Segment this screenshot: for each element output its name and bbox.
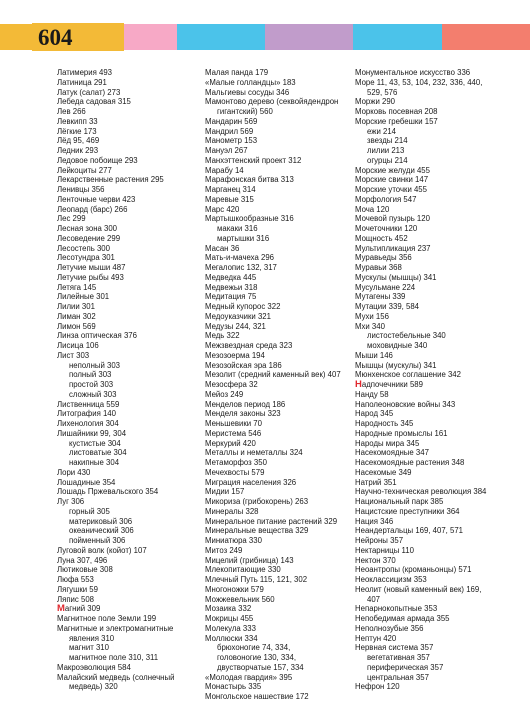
index-entry: Летучие мыши 487 <box>57 263 126 272</box>
entry-text: медведь) 320 <box>69 682 118 692</box>
index-entry: Миграция населения 326 <box>205 477 297 487</box>
index-entry: Мозаика 332 <box>205 604 252 614</box>
color-segment <box>353 24 441 50</box>
entry-text: агний 309 <box>64 604 101 614</box>
index-entry: Митоз 249 <box>205 545 243 555</box>
index-entry: Менделя законы 323 <box>205 409 281 419</box>
entry-text: неполный 303 <box>69 360 121 370</box>
index-subentry <box>57 380 205 390</box>
entry-text: двустворчатые 157, 334 <box>217 662 304 672</box>
section-letter: М <box>57 603 65 615</box>
index-subentry <box>355 341 515 351</box>
index-subentry <box>205 643 355 653</box>
index-entry: Нектон 370 <box>355 555 396 565</box>
index-entry: Лисица 106 <box>57 341 99 350</box>
index-subentry <box>355 156 515 166</box>
index-entry: Научно-техническая революция 384 <box>355 487 487 497</box>
index-entry: Мануэл 267 <box>205 146 248 155</box>
index-entry: Лейкоциты 277 <box>57 165 112 175</box>
index-entry: Металлы и неметаллы 324 <box>205 448 303 458</box>
color-segment <box>177 24 265 50</box>
entry-text: горный 305 <box>69 506 110 516</box>
index-entry: Лори 430 <box>57 467 91 477</box>
index-subentry <box>205 653 355 663</box>
index-entry: Медоуказчики 321 <box>205 311 271 321</box>
index-subentry <box>57 526 205 536</box>
index-entry: Неоантропы (кроманьонцы) 571 <box>355 565 472 575</box>
index-subentry <box>205 224 355 234</box>
index-subentry <box>205 107 355 117</box>
index-entry: Лягушки 59 <box>57 584 98 594</box>
index-entry: Магнитные и электромагнитные <box>57 623 174 633</box>
index-entry: Лесотундра 301 <box>57 253 115 263</box>
entry-text: мартышки 316 <box>217 233 270 243</box>
index-entry: Мандарин 569 <box>205 116 258 126</box>
index-entry: Медь 322 <box>205 331 240 341</box>
index-entry: Ленточные черви 423 <box>57 194 136 204</box>
index-entry: Муравьеды 356 <box>355 253 412 263</box>
index-entry: Мейоз 249 <box>205 389 244 399</box>
index-entry: Мышцы (мускулы) 341 <box>355 360 437 370</box>
entry-text: магнитное поле 310, 311 <box>69 653 159 662</box>
index-entry: Морковь посевная 208 <box>355 107 438 116</box>
index-entry: Нервная система 357 <box>355 643 434 653</box>
index-entry: Меркурий 420 <box>205 438 256 448</box>
index-entry: Латимерия 493 <box>57 68 112 77</box>
index-column-3 <box>355 68 515 702</box>
index-entry: Моржи 290 <box>355 97 396 107</box>
index-entry: Лесная зона 300 <box>57 224 118 233</box>
index-entry: Марафонская битва 313 <box>205 175 294 185</box>
index-subentry <box>205 663 355 673</box>
index-entry: Мальгиевы сосуды 346 <box>205 87 290 97</box>
index-column-1 <box>57 68 205 702</box>
index-entry: Мухи 156 <box>355 311 389 321</box>
entry-text: пойменный 306 <box>69 536 126 545</box>
index-entry: Медный купорос 322 <box>205 302 281 311</box>
index-entry: Линза оптическая 376 <box>57 331 137 341</box>
index-entry: Лилейные 301 <box>57 292 110 302</box>
entry-text: магнит 310 <box>69 643 109 653</box>
index-entry: Микориза (грибокорень) 263 <box>205 497 309 506</box>
index-subentry <box>57 682 205 692</box>
index-entry: Мать-и-мачеха 296 <box>205 253 275 263</box>
index-entry: Мегалопис 132, 317 <box>205 263 277 272</box>
entry-text: листостебельные 340 <box>367 331 446 341</box>
index-entry: Мочеточники 120 <box>355 224 418 233</box>
index-subentry <box>355 146 515 156</box>
index-entry: Моча 120 <box>355 204 390 214</box>
index-entry: «Малые голландцы» 183 <box>205 77 296 87</box>
index-subentry <box>57 507 205 517</box>
index-entry: Лилии 301 <box>57 302 95 311</box>
index-entry: Монгольское нашествие 172 <box>205 692 309 701</box>
index-entry: Минеральные вещества 329 <box>205 526 309 536</box>
index-entry: Нептун 420 <box>355 633 397 643</box>
index-entry: Мидии 157 <box>205 487 245 497</box>
index-entry: Народные промыслы 161 <box>355 428 448 438</box>
index-entry: Можжевельник 560 <box>205 594 275 604</box>
index-entry: Менделов период 186 <box>205 399 286 409</box>
index-column-2 <box>205 68 355 702</box>
index-entry: Люфа 553 <box>57 575 94 584</box>
index-subentry <box>355 331 515 341</box>
index-entry: Межзвездная среда 323 <box>205 341 293 350</box>
entry-text: простой 303 <box>69 380 114 389</box>
page-number: 604 <box>32 23 124 51</box>
index-entry: Левкипп 33 <box>57 116 98 126</box>
entry-text: 407 <box>367 594 381 604</box>
entry-text: 529, 576 <box>367 87 398 97</box>
index-entry: Макроэволюция 584 <box>57 662 131 672</box>
entry-text: огурцы 214 <box>367 155 408 165</box>
index-entry: Народность 345 <box>355 419 414 428</box>
index-entry: Минералы 328 <box>205 506 259 516</box>
entry-text: звезды 214 <box>367 136 408 146</box>
index-entry: Лихенология 304 <box>57 419 119 428</box>
index-entry: Лесоведение 299 <box>57 233 121 243</box>
index-entry: Меристема 546 <box>205 428 262 438</box>
index-entry: Летучие рыбы 493 <box>57 272 124 282</box>
index-entry: Мокрицы 455 <box>205 614 254 623</box>
index-entry: Лебеда садовая 315 <box>57 97 131 107</box>
index-entry: Лёгкие 173 <box>57 126 97 136</box>
index-entry: Молекула 333 <box>205 623 256 633</box>
index-entry: Монументальное искусство 336 <box>355 68 471 77</box>
index-subentry <box>57 634 205 644</box>
index-entry: Мандрил 569 <box>205 126 254 136</box>
index-entry: Меньшевики 70 <box>205 419 262 428</box>
index-subentry <box>57 458 205 468</box>
index-entry: Лютиковые 308 <box>57 565 113 575</box>
entry-text: вегетативная 357 <box>367 653 430 662</box>
index-subentry <box>355 88 515 98</box>
index-entry: Метаморфоз 350 <box>205 458 267 467</box>
entry-text: головоногие 130, 334, <box>217 653 297 662</box>
index-entry: «Молодая гвардия» 395 <box>205 672 293 682</box>
index-subentry <box>205 234 355 244</box>
index-entry: Лев 266 <box>57 107 86 116</box>
index-entry: Литография 140 <box>57 409 116 419</box>
entry-text: накипные 304 <box>69 458 120 467</box>
index-entry: Муравьи 368 <box>355 263 402 272</box>
index-entry: Непобедимая армада 355 <box>355 614 450 623</box>
index-subentry <box>355 136 515 146</box>
index-entry: Морфология 547 <box>355 194 417 204</box>
index-entry: Мюнхенское соглашение 342 <box>355 370 461 380</box>
index-subentry <box>57 390 205 400</box>
index-entry: Лёд 95, 469 <box>57 136 100 146</box>
index-entry: Море 11, 43, 53, 104, 232, 336, 440, <box>355 77 483 87</box>
index-entry: Млечный Путь 115, 121, 302 <box>205 575 308 584</box>
index-entry: Неандертальцы 169, 407, 571 <box>355 526 464 536</box>
index-entry: Мускулы (мышцы) 341 <box>355 272 437 282</box>
entry-text: периферическая 357 <box>367 662 444 672</box>
index-entry: Лист 303 <box>57 350 90 360</box>
index-entry: Лошадиные 354 <box>57 477 116 487</box>
index-entry: Манометр 153 <box>205 136 258 146</box>
index-entry: Ляпис 508 <box>57 594 94 604</box>
index-entry: Латук (салат) 273 <box>57 87 121 97</box>
index-entry: Мощность 452 <box>355 233 408 243</box>
index-entry: Мечехвосты 579 <box>205 467 265 477</box>
index-entry: Минеральное питание растений 329 <box>205 516 338 526</box>
index-entry: Натрий 351 <box>355 477 397 487</box>
index-entry: Марс 420 <box>205 204 240 214</box>
index-entry: Лесостепь 300 <box>57 243 110 253</box>
index-entry: Латиница 291 <box>57 77 107 87</box>
index-subentry <box>355 673 515 683</box>
index-subentry <box>57 439 205 449</box>
index-entry: Мезозоерма 194 <box>205 350 265 360</box>
index-entry: Морские желуди 455 <box>355 165 430 175</box>
entry-text: листоватые 304 <box>69 448 127 458</box>
index-columns <box>57 68 517 702</box>
index-entry: Масан 36 <box>205 243 240 253</box>
index-entry: Лекарственные растения 295 <box>57 175 164 185</box>
index-entry: Марабу 14 <box>205 165 244 175</box>
index-entry: Мутации 339, 584 <box>355 302 419 311</box>
index-entry: Насекомые 349 <box>355 467 412 477</box>
entry-text: брюхоногие 74, 334, <box>217 643 291 653</box>
index-entry: Медитация 75 <box>205 292 257 302</box>
entry-text: лилии 213 <box>367 146 405 155</box>
index-entry: Малая панда 179 <box>205 68 269 77</box>
index-subentry <box>57 643 205 653</box>
index-entry: Лимон 569 <box>57 321 96 331</box>
entry-text: центральная 357 <box>367 672 429 682</box>
index-entry: Насекомоядные растения 348 <box>355 458 465 467</box>
index-entry: Ледовое побоище 293 <box>57 155 138 165</box>
index-entry: Марганец 314 <box>205 185 256 194</box>
index-entry: Мочевой пузырь 120 <box>355 214 430 224</box>
index-subentry <box>57 361 205 371</box>
index-entry: Маревые 315 <box>205 194 254 204</box>
index-subentry <box>57 370 205 380</box>
index-entry: Малайский медведь (солнечный <box>57 672 175 682</box>
index-entry: Луговой волк (койот) 107 <box>57 545 147 555</box>
index-entry: Наполеоновские войны 343 <box>355 399 456 409</box>
index-entry: Лишайники 99, 304 <box>57 428 127 438</box>
index-subentry <box>57 448 205 458</box>
index-subentry <box>355 663 515 673</box>
color-segment <box>265 24 353 50</box>
index-entry: Лошадь Пржевальского 354 <box>57 487 159 497</box>
index-subentry <box>57 653 205 663</box>
index-entry: Моллюски 334 <box>205 633 258 643</box>
index-entry: Нейроны 357 <box>355 536 404 545</box>
index-entry: Луг 306 <box>57 497 85 506</box>
index-entry: Млекопитающие 330 <box>205 565 281 575</box>
index-entry: Лиман 302 <box>57 311 96 321</box>
index-entry: Медвежьи 318 <box>205 282 258 292</box>
index-entry: Неоклассицизм 353 <box>355 575 427 584</box>
color-segment <box>442 24 530 50</box>
index-entry: Морские уточки 455 <box>355 185 427 194</box>
index-entry: Морские гребешки 157 <box>355 116 438 126</box>
index-entry: Народы мира 345 <box>355 438 420 448</box>
entry-text: гигантский) 560 <box>217 107 273 116</box>
index-entry: Морские свинки 147 <box>355 175 429 185</box>
index-entry: Медузы 244, 321 <box>205 321 266 331</box>
index-entry: Мутагены 339 <box>355 292 406 302</box>
index-entry: Монастырь 335 <box>205 682 262 692</box>
index-subentry <box>355 595 515 605</box>
index-entry: Нанду 58 <box>355 389 389 399</box>
entry-text: океанический 306 <box>69 526 134 536</box>
entry-text: материковый 306 <box>69 516 133 526</box>
index-subentry <box>355 127 515 137</box>
index-entry: Неполнозубые 356 <box>355 623 424 633</box>
index-entry: Мультипликация 237 <box>355 243 431 253</box>
entry-text: адпочечники 589 <box>361 380 423 389</box>
index-entry: Летяга 145 <box>57 282 97 292</box>
index-entry: Ленивцы 356 <box>57 185 105 194</box>
index-entry: Мыши 146 <box>355 350 393 360</box>
index-entry: Неолит (новый каменный век) 169, <box>355 584 482 594</box>
index-entry: Нация 346 <box>355 516 394 526</box>
section-letter: Н <box>355 379 362 390</box>
entry-text: явления 310 <box>69 633 115 643</box>
index-subentry <box>57 536 205 546</box>
entry-text: полный 303 <box>69 370 112 380</box>
index-entry: Луна 307, 496 <box>57 555 108 565</box>
entry-text: моховидные 340 <box>367 341 428 350</box>
index-entry: Лес 299 <box>57 214 86 224</box>
index-entry: Нацистские преступники 364 <box>355 506 460 516</box>
entry-text: ежи 214 <box>367 126 396 136</box>
letter-section-entry <box>57 604 205 614</box>
index-entry: Нефрон 120 <box>355 682 400 692</box>
index-subentry <box>57 517 205 527</box>
index-entry: Нектарницы 110 <box>355 545 414 555</box>
index-entry: Ледник 293 <box>57 146 99 155</box>
letter-section-entry <box>355 380 515 390</box>
index-entry: Народ 345 <box>355 409 394 419</box>
entry-text: сложный 303 <box>69 389 117 399</box>
index-entry: Лиственница 559 <box>57 399 120 409</box>
index-entry: Мезосфера 32 <box>205 380 258 389</box>
index-entry: Медведка 445 <box>205 272 257 282</box>
index-entry: Мицелий (грибница) 143 <box>205 555 294 565</box>
index-entry: Многоножки 579 <box>205 584 264 594</box>
index-entry: Мартышкообразные 316 <box>205 214 294 224</box>
index-entry: Леопард (барс) 266 <box>57 204 128 214</box>
index-entry: Магнитное поле Земли 199 <box>57 614 157 623</box>
index-subentry <box>355 653 515 663</box>
index-entry: Национальный парк 385 <box>355 497 444 506</box>
index-entry: Насекомоядные 347 <box>355 448 429 458</box>
index-entry: Непарнокопытные 353 <box>355 604 438 614</box>
index-entry: Мхи 340 <box>355 321 385 331</box>
index-entry: Мезолит (средний каменный век) 407 <box>205 370 341 380</box>
index-entry: Манхэттенский проект 312 <box>205 155 302 165</box>
index-entry: Миниатюра 330 <box>205 536 262 545</box>
entry-text: кустистые 304 <box>69 438 121 448</box>
index-entry: Мезозойская эра 186 <box>205 360 282 370</box>
index-entry: Мусульмане 224 <box>355 282 416 292</box>
index-entry: Мамонтово дерево (секвойядендрон <box>205 97 339 107</box>
entry-text: макаки 316 <box>217 224 258 233</box>
